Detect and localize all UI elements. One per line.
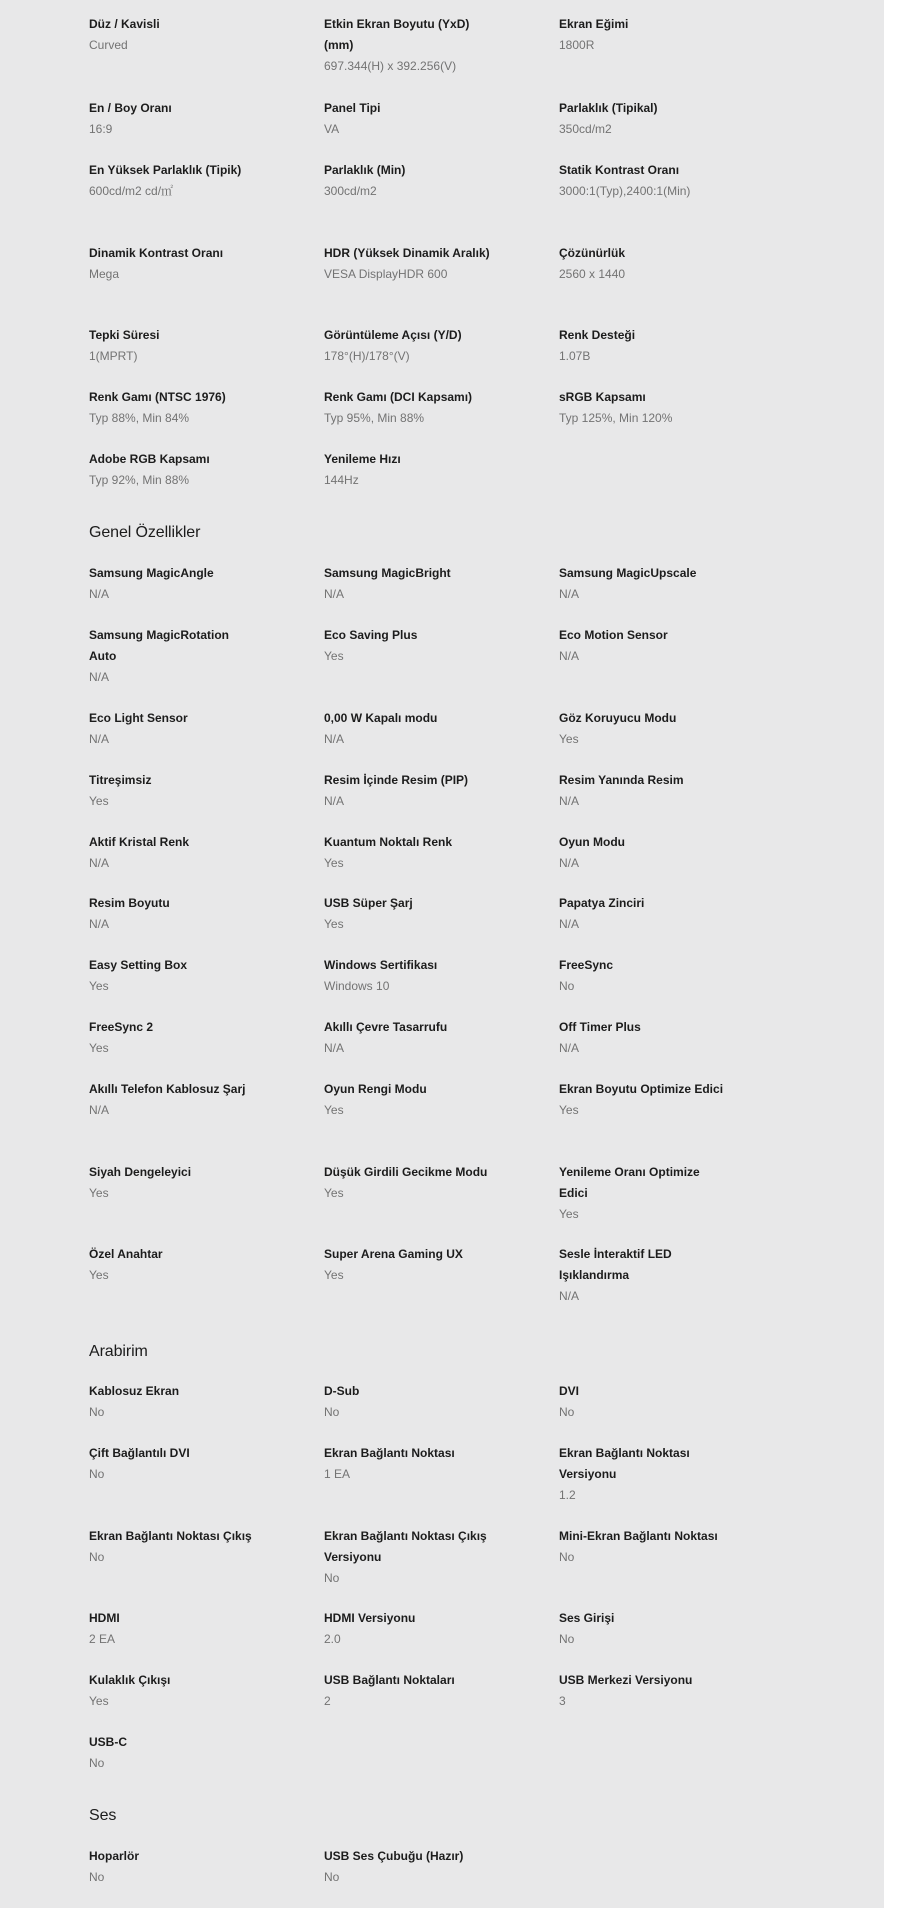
spec-item xyxy=(89,770,259,812)
spec-item xyxy=(324,708,494,750)
spec-value: 300cd/m2 xyxy=(324,184,377,198)
spec-value: 3 xyxy=(559,1694,566,1708)
spec-item xyxy=(89,1670,259,1712)
spec-item xyxy=(89,563,259,605)
spec-item xyxy=(89,1732,259,1774)
spec-item xyxy=(559,1526,729,1568)
spec-item xyxy=(559,243,729,285)
spec-value: N/A xyxy=(559,917,580,931)
spec-item xyxy=(89,1846,259,1888)
spec-label: Samsung MagicAngle xyxy=(89,566,214,580)
spec-item xyxy=(89,832,259,874)
spec-label: Çift Bağlantılı DVI xyxy=(89,1446,190,1460)
spec-label: USB-C xyxy=(89,1735,127,1749)
spec-item xyxy=(559,387,729,429)
spec-item xyxy=(324,563,494,605)
spec-value: Windows 10 xyxy=(324,979,390,993)
spec-item xyxy=(559,955,729,997)
spec-item xyxy=(89,955,259,997)
spec-label: Özel Anahtar xyxy=(89,1247,163,1261)
spec-value: 1.07B xyxy=(559,349,591,363)
spec-label: Titreşimsiz xyxy=(89,773,152,787)
spec-label: Easy Setting Box xyxy=(89,958,188,972)
spec-label: USB Bağlantı Noktaları xyxy=(324,1673,455,1687)
spec-label: En / Boy Oranı xyxy=(89,101,172,115)
spec-label: Ekran Bağlantı Noktası Versiyonu xyxy=(559,1446,690,1481)
spec-item xyxy=(89,1162,259,1204)
spec-item xyxy=(324,1079,494,1121)
spec-value: 697.344(H) x 392.256(V) xyxy=(324,59,457,73)
spec-label: Adobe RGB Kapsamı xyxy=(89,452,210,466)
spec-value: No xyxy=(559,1632,575,1646)
spec-item xyxy=(89,387,259,429)
spec-item xyxy=(559,708,729,750)
spec-value: No xyxy=(559,979,575,993)
spec-label: Parlaklık (Tipikal) xyxy=(559,101,658,115)
spec-value: Mega xyxy=(89,267,120,281)
spec-value: Yes xyxy=(324,856,344,870)
spec-item xyxy=(324,387,494,429)
spec-value: Yes xyxy=(89,1186,109,1200)
spec-value: Yes xyxy=(89,1694,109,1708)
spec-value: N/A xyxy=(89,670,110,684)
spec-label: Renk Gamı (DCI Kapsamı) xyxy=(324,390,473,404)
spec-value: N/A xyxy=(324,587,345,601)
spec-item xyxy=(324,893,494,935)
spec-item xyxy=(324,832,494,874)
spec-item xyxy=(324,1846,494,1888)
spec-value: Yes xyxy=(324,1268,344,1282)
spec-item xyxy=(89,14,259,56)
spec-label: Panel Tipi xyxy=(324,101,381,115)
spec-item xyxy=(324,1608,494,1650)
spec-value: 1 EA xyxy=(324,1467,351,1481)
spec-label: Siyah Dengeleyici xyxy=(89,1165,192,1179)
spec-item xyxy=(559,1244,729,1307)
spec-value: N/A xyxy=(559,587,580,601)
spec-label: Kulaklık Çıkışı xyxy=(89,1673,171,1687)
spec-label: sRGB Kapsamı xyxy=(559,390,646,404)
spec-label: Eco Light Sensor xyxy=(89,711,188,725)
spec-item xyxy=(89,449,259,491)
spec-label: HDMI Versiyonu xyxy=(324,1611,416,1625)
spec-value: No xyxy=(89,1405,105,1419)
spec-label: Ekran Bağlantı Noktası Çıkış xyxy=(89,1529,252,1543)
spec-item xyxy=(324,1244,494,1286)
spec-label: Oyun Modu xyxy=(559,835,625,849)
spec-item xyxy=(324,1526,494,1589)
spec-value: 16:9 xyxy=(89,122,113,136)
spec-item xyxy=(89,1079,259,1121)
spec-item xyxy=(89,1443,259,1485)
spec-item xyxy=(559,893,729,935)
spec-value: VESA DisplayHDR 600 xyxy=(324,267,448,281)
spec-label: Ekran Bağlantı Noktası xyxy=(324,1446,455,1460)
spec-value: Typ 95%, Min 88% xyxy=(324,411,425,425)
spec-label: Tepki Süresi xyxy=(89,328,160,342)
spec-label: Etkin Ekran Boyutu (YxD) (mm) xyxy=(324,17,470,52)
spec-item xyxy=(324,325,494,367)
spec-value: Yes xyxy=(324,1103,344,1117)
spec-value: No xyxy=(559,1550,575,1564)
spec-value: Yes xyxy=(89,979,109,993)
spec-label: Kablosuz Ekran xyxy=(89,1384,180,1398)
spec-label: Düşük Girdili Gecikme Modu xyxy=(324,1165,488,1179)
spec-label: FreeSync xyxy=(559,958,614,972)
spec-item xyxy=(559,98,729,140)
spec-item xyxy=(89,893,259,935)
spec-value: N/A xyxy=(89,856,110,870)
spec-value: 1800R xyxy=(559,38,595,52)
spec-item xyxy=(324,770,494,812)
spec-label: Dinamik Kontrast Oranı xyxy=(89,246,224,260)
spec-value: N/A xyxy=(89,917,110,931)
spec-label: HDR (Yüksek Dinamik Aralık) xyxy=(324,246,490,260)
spec-item xyxy=(559,625,729,667)
spec-value: No xyxy=(559,1405,575,1419)
spec-label: USB Merkezi Versiyonu xyxy=(559,1673,693,1687)
spec-item xyxy=(559,1443,729,1506)
spec-label: Samsung MagicRotation Auto xyxy=(89,628,230,663)
spec-value: 350cd/m2 xyxy=(559,122,612,136)
spec-item xyxy=(89,1381,259,1423)
spec-item xyxy=(89,325,259,367)
spec-label: DVI xyxy=(559,1384,580,1398)
spec-value: N/A xyxy=(89,587,110,601)
spec-item xyxy=(324,14,494,77)
spec-item xyxy=(559,1608,729,1650)
spec-label: Ekran Bağlantı Noktası Çıkış Versiyonu xyxy=(324,1529,487,1564)
spec-value: Typ 92%, Min 88% xyxy=(89,473,190,487)
spec-label: Ses Girişi xyxy=(559,1611,615,1625)
spec-value: Yes xyxy=(89,794,109,808)
spec-label: Resim Yanında Resim xyxy=(559,773,684,787)
spec-item xyxy=(89,625,259,688)
spec-label: Görüntüleme Açısı (Y/D) xyxy=(324,328,462,342)
spec-label: Hoparlör xyxy=(89,1849,140,1863)
spec-label: Mini-Ekran Bağlantı Noktası xyxy=(559,1529,718,1543)
spec-label: Eco Motion Sensor xyxy=(559,628,668,642)
spec-item xyxy=(559,563,729,605)
spec-item xyxy=(324,98,494,140)
spec-item xyxy=(89,98,259,140)
spec-label: Ekran Eğimi xyxy=(559,17,629,31)
spec-item xyxy=(324,955,494,997)
section-title-interface: Arabirim xyxy=(89,1343,148,1360)
spec-item xyxy=(324,625,494,667)
spec-label: Akıllı Telefon Kablosuz Şarj xyxy=(89,1082,246,1096)
section-title-audio: Ses xyxy=(89,1807,117,1824)
spec-value: 2.0 xyxy=(324,1632,341,1646)
spec-value: Curved xyxy=(89,38,128,52)
spec-value: N/A xyxy=(559,794,580,808)
spec-value: 1.2 xyxy=(559,1488,576,1502)
spec-value: No xyxy=(324,1405,340,1419)
spec-label: Oyun Rengi Modu xyxy=(324,1082,427,1096)
spec-value: 1(MPRT) xyxy=(89,349,138,363)
spec-value: Yes xyxy=(324,649,344,663)
spec-value: No xyxy=(89,1756,105,1770)
spec-value: N/A xyxy=(559,1289,580,1303)
spec-value: Yes xyxy=(559,732,579,746)
spec-item xyxy=(324,160,494,202)
spec-value: 178°(H)/178°(V) xyxy=(324,349,410,363)
spec-item xyxy=(324,449,494,491)
spec-item xyxy=(89,708,259,750)
spec-value: Typ 125%, Min 120% xyxy=(559,411,673,425)
spec-item xyxy=(559,770,729,812)
spec-item xyxy=(324,243,494,285)
spec-label: Resim Boyutu xyxy=(89,896,170,910)
spec-item xyxy=(324,1017,494,1059)
spec-value: 2 EA xyxy=(89,1632,116,1646)
spec-item xyxy=(89,1017,259,1059)
spec-value: Yes xyxy=(89,1041,109,1055)
spec-item xyxy=(324,1443,494,1485)
spec-value: Yes xyxy=(559,1103,579,1117)
spec-label: HDMI xyxy=(89,1611,120,1625)
spec-label: Eco Saving Plus xyxy=(324,628,418,642)
spec-label: Parlaklık (Min) xyxy=(324,163,406,177)
spec-label: Renk Gamı (NTSC 1976) xyxy=(89,390,226,404)
spec-label: D-Sub xyxy=(324,1384,360,1398)
spec-value: 3000:1(Typ),2400:1(Min) xyxy=(559,184,691,198)
spec-value: VA xyxy=(324,122,340,136)
spec-label: Sesle İnteraktif LED Işıklandırma xyxy=(559,1247,672,1282)
spec-label: Yenileme Oranı Optimize Edici xyxy=(559,1165,700,1200)
spec-value: N/A xyxy=(559,856,580,870)
spec-item xyxy=(89,160,259,202)
spec-item xyxy=(559,1670,729,1712)
spec-value: Yes xyxy=(324,1186,344,1200)
spec-value: N/A xyxy=(324,732,345,746)
spec-label: Yenileme Hızı xyxy=(324,452,401,466)
spec-label: Kuantum Noktalı Renk xyxy=(324,835,453,849)
spec-value: N/A xyxy=(559,649,580,663)
spec-value: Yes xyxy=(559,1207,579,1221)
spec-item xyxy=(324,1670,494,1712)
spec-label: Samsung MagicUpscale xyxy=(559,566,697,580)
spec-value: Typ 88%, Min 84% xyxy=(89,411,190,425)
spec-value: No xyxy=(89,1467,105,1481)
spec-label: Off Timer Plus xyxy=(559,1020,641,1034)
spec-label: Resim İçinde Resim (PIP) xyxy=(324,773,469,787)
spec-label: Renk Desteği xyxy=(559,328,636,342)
spec-item xyxy=(89,243,259,285)
spec-label: 0,00 W Kapalı modu xyxy=(324,711,438,725)
spec-item xyxy=(559,1017,729,1059)
spec-label: Aktif Kristal Renk xyxy=(89,835,190,849)
spec-label: Düz / Kavisli xyxy=(89,17,160,31)
section-title-general: Genel Özellikler xyxy=(89,524,201,541)
spec-label: Super Arena Gaming UX xyxy=(324,1247,463,1261)
spec-label: Göz Koruyucu Modu xyxy=(559,711,677,725)
spec-item xyxy=(559,160,729,202)
spec-label: USB Ses Çubuğu (Hazır) xyxy=(324,1849,464,1863)
spec-item xyxy=(89,1526,259,1568)
spec-label: Ekran Boyutu Optimize Edici xyxy=(559,1082,724,1096)
spec-item xyxy=(89,1244,259,1286)
spec-value: 2560 x 1440 xyxy=(559,267,626,281)
spec-item xyxy=(559,1079,729,1121)
spec-label: FreeSync 2 xyxy=(89,1020,154,1034)
spec-label: Çözünürlük xyxy=(559,246,625,260)
spec-value: N/A xyxy=(89,732,110,746)
spec-value: N/A xyxy=(559,1041,580,1055)
spec-value: N/A xyxy=(324,1041,345,1055)
spec-value: 2 xyxy=(324,1694,331,1708)
spec-label: USB Süper Şarj xyxy=(324,896,413,910)
spec-label: Samsung MagicBright xyxy=(324,566,451,580)
spec-item xyxy=(324,1162,494,1204)
spec-item xyxy=(324,1381,494,1423)
spec-value: N/A xyxy=(89,1103,110,1117)
spec-label: Windows Sertifikası xyxy=(324,958,438,972)
spec-label: Statik Kontrast Oranı xyxy=(559,163,680,177)
spec-item xyxy=(89,1608,259,1650)
spec-label: Akıllı Çevre Tasarrufu xyxy=(324,1020,448,1034)
spec-value: No xyxy=(324,1571,340,1585)
spec-value: Yes xyxy=(89,1268,109,1282)
spec-value: No xyxy=(89,1550,105,1564)
spec-label: En Yüksek Parlaklık (Tipik) xyxy=(89,163,242,177)
spec-item xyxy=(559,325,729,367)
spec-item xyxy=(559,1162,729,1225)
spec-value: No xyxy=(89,1870,105,1884)
spec-value: Yes xyxy=(324,917,344,931)
spec-item xyxy=(559,14,729,56)
spec-value: N/A xyxy=(324,794,345,808)
spec-item xyxy=(559,1381,729,1423)
spec-value: 144Hz xyxy=(324,473,359,487)
spec-value: 600cd/m2 cd/㎡ xyxy=(89,184,174,198)
spec-value: No xyxy=(324,1870,340,1884)
spec-item xyxy=(559,832,729,874)
spec-label: Papatya Zinciri xyxy=(559,896,645,910)
